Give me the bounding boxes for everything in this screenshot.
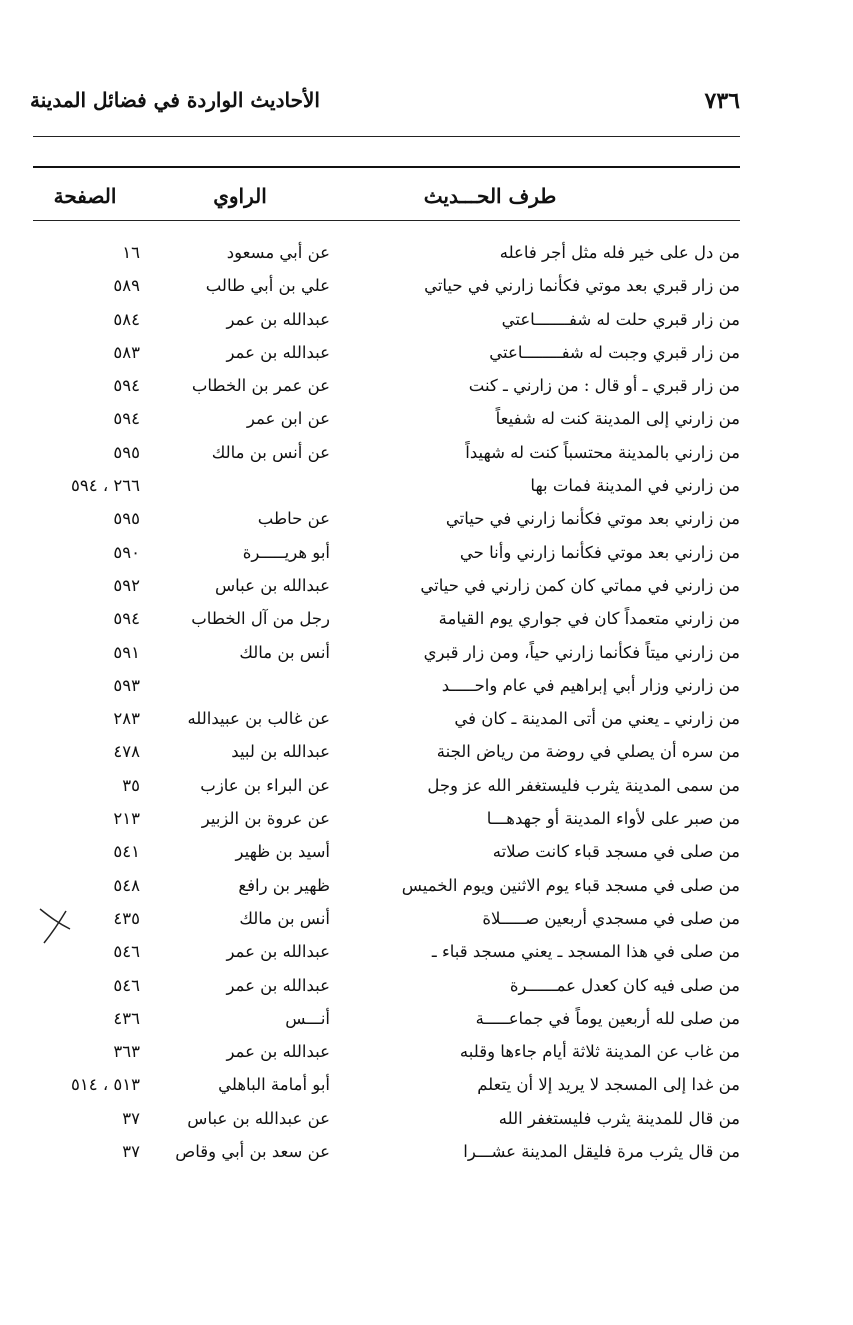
narrator: عن غالب بن عبيدالله (187, 709, 330, 729)
hadith-incipit: من قال يثرب مرة فليقل المدينة عشـــرا (463, 1142, 740, 1162)
hadith-incipit: من صلى في هذا المسجد ـ يعني مسجد قباء ـ (431, 942, 740, 962)
page-reference: ٥٨٣ (113, 342, 140, 362)
page-reference: ٤٣٥ (113, 908, 140, 928)
hadith-incipit: من زارني بالمدينة محتسباً كنت له شهيداً (465, 442, 740, 462)
hadith-incipit: من صلى في مسجدي أربعين صـــــلاة (482, 908, 740, 928)
page-reference: ٥٩١ (113, 642, 140, 662)
hadith-incipit: من دل على خير فله مثل أجر فاعله (499, 243, 740, 262)
page-reference: ٢١٣ (113, 809, 140, 829)
table-row (0, 336, 853, 369)
page-reference: ٥١٣ ، ٥١٤ (70, 1075, 140, 1095)
narrator: عبدالله بن عمر (226, 309, 330, 329)
narrator: ظهير بن رافع (238, 875, 330, 895)
narrator (130, 469, 330, 502)
narrator: أسيد بن ظهير (235, 842, 330, 862)
table-row (0, 602, 853, 635)
hadith-incipit: من زارني إلى المدينة كنت له شفيعاً (495, 409, 740, 429)
column-header-rule (33, 220, 740, 221)
table-row (0, 436, 853, 469)
table-row (0, 569, 853, 602)
hadith-incipit: من زارني متعمداً كان في جواري يوم القيامة (438, 609, 740, 629)
narrator: أبو هريـــــرة (242, 542, 330, 562)
table-row (0, 469, 853, 502)
table-row (0, 536, 853, 569)
table-row (0, 1068, 853, 1101)
page-reference: ٢٨٣ (113, 709, 140, 729)
narrator: عبدالله بن عمر (226, 1042, 330, 1062)
hadith-incipit: من زار قبري بعد موتي فكأنما زارني في حياتي (424, 276, 740, 296)
table-row (0, 935, 853, 968)
header-rule (33, 136, 740, 137)
hadith-incipit: من صلى في مسجد قباء يوم الاثنين ويوم الخميس (401, 875, 740, 895)
narrator: عبدالله بن عباس (214, 575, 330, 595)
table-row (0, 236, 853, 269)
table-row (0, 702, 853, 735)
column-header-rawi: الراوي (213, 184, 267, 208)
narrator: علي بن أبي طالب (205, 276, 330, 296)
hadith-incipit: من صلى فيه كان كعدل عمــــــرة (509, 975, 740, 995)
table-row (0, 802, 853, 835)
table-row (0, 735, 853, 768)
narrator: عبدالله بن لبيد (231, 742, 330, 762)
table-row (0, 902, 853, 935)
narrator: عن حاطب (257, 509, 330, 529)
handwritten-check-mark (36, 905, 76, 945)
page-reference: ٣٧ (122, 1108, 140, 1128)
hadith-incipit: من قال للمدينة يثرب فليستغفر الله (498, 1108, 740, 1128)
table-row (0, 402, 853, 435)
narrator: عبدالله بن عمر (226, 942, 330, 962)
hadith-incipit: من زار قبري وجبت له شفــــــــاعتي (489, 342, 740, 362)
hadith-incipit: من صلى لله أربعين يوماً في جماعـــــة (475, 1008, 740, 1028)
narrator (130, 669, 330, 702)
page-reference: ٥٨٤ (113, 309, 140, 329)
table-row (0, 769, 853, 802)
table-row (0, 1035, 853, 1068)
table-row (0, 669, 853, 702)
hadith-incipit: من زارني بعد موتي فكأنما زارني في حياتي (445, 509, 740, 529)
narrator: عن أنس بن مالك (211, 442, 330, 462)
page-number: ٧٣٦ (704, 88, 740, 114)
page-reference: ٥٨٩ (113, 276, 140, 296)
narrator: عن البراء بن عازب (200, 775, 330, 795)
page-reference: ٤٣٦ (113, 1008, 140, 1028)
hadith-incipit: من زار قبري ـ أو قال : من زارني ـ كنت (468, 376, 740, 396)
hadith-incipit: من زارني في مماتي كان كمن زارني في حياتي (420, 575, 740, 595)
table-row (0, 303, 853, 336)
narrator: عن ابن عمر (246, 409, 330, 429)
hadith-incipit: من زارني بعد موتي فكأنما زارني وأنا حي (459, 542, 740, 562)
page-reference: ٤٧٨ (113, 742, 140, 762)
hadith-incipit: من زارني ميتاً فكأنما زارني حياً، ومن زار قبري (423, 642, 740, 662)
page-reference: ٢٦٦ ، ٥٩٤ (70, 476, 140, 496)
hadith-incipit: من زارني وزار أبي إبراهيم في عام واحـــــد (441, 675, 740, 695)
table-row (0, 1135, 853, 1168)
narrator: عن أبي مسعود (226, 243, 330, 262)
narrator: عبدالله بن عمر (226, 342, 330, 362)
table-row (0, 869, 853, 902)
page-reference: ٥٤١ (113, 842, 140, 862)
page-reference: ٥٩٤ (113, 609, 140, 629)
narrator: عن سعد بن أبي وقاص (175, 1142, 330, 1162)
hadith-incipit: من سمى المدينة يثرب فليستغفر الله عز وجل (427, 775, 740, 795)
table-top-rule (33, 166, 740, 168)
running-title: الأحاديث الواردة في فضائل المدينة (30, 88, 320, 112)
hadith-incipit: من غاب عن المدينة ثلاثة أيام جاءها وقلبه (459, 1042, 740, 1062)
hadith-incipit: من صبر على لأواء المدينة أو جهدهـــا (486, 809, 740, 829)
hadith-incipit: من غدا إلى المسجد لا يريد إلا أن يتعلم (477, 1075, 740, 1095)
column-header-page: الصفحة (53, 184, 117, 208)
narrator: عبدالله بن عمر (226, 975, 330, 995)
narrator: أنس بن مالك (239, 908, 330, 928)
page-reference: ٥٤٦ (113, 942, 140, 962)
narrator: عن عروة بن الزبير (201, 809, 330, 829)
page-reference: ٥٩٤ (113, 376, 140, 396)
page-reference: ٣٧ (122, 1142, 140, 1162)
hadith-incipit: من زارني ـ يعني من أتى المدينة ـ كان في (454, 709, 740, 729)
table-row (0, 369, 853, 402)
table-row (0, 636, 853, 669)
hadith-incipit: من سره أن يصلي في روضة من رياض الجنة (436, 742, 740, 762)
page-reference: ٣٥ (122, 775, 140, 795)
page-reference: ٥٩٣ (113, 675, 140, 695)
page-reference: ٥٤٨ (113, 875, 140, 895)
hadith-incipit: من زار قبري حلت له شفـــــــاعتي (501, 309, 740, 329)
page-reference: ٥٩٥ (113, 442, 140, 462)
table-row (0, 502, 853, 535)
page-reference: ٥٩٥ (113, 509, 140, 529)
table-row (0, 835, 853, 868)
page-reference: ٥٩٠ (113, 542, 140, 562)
narrator: عن عمر بن الخطاب (191, 376, 330, 396)
page-reference: ٥٩٢ (113, 575, 140, 595)
narrator: أنـــس (285, 1008, 330, 1028)
table-row (0, 1002, 853, 1035)
narrator: أبو أمامة الباهلي (218, 1075, 330, 1095)
table-row (0, 1102, 853, 1135)
narrator: رجل من آل الخطاب (191, 609, 330, 629)
hadith-incipit: من زارني في المدينة فمات بها (530, 476, 740, 496)
table-row (0, 969, 853, 1002)
table-row (0, 269, 853, 302)
narrator: عن عبدالله بن عباس (187, 1108, 330, 1128)
page-reference: ٥٩٤ (113, 409, 140, 429)
page-reference: ٣٦٣ (113, 1042, 140, 1062)
page-reference: ١٦ (122, 243, 140, 262)
hadith-index-table (0, 236, 853, 1168)
hadith-incipit: من صلى في مسجد قباء كانت صلاته (492, 842, 740, 862)
page-reference: ٥٤٦ (113, 975, 140, 995)
column-header-hadith: طرف الحـــديث (423, 184, 557, 208)
narrator: أنس بن مالك (239, 642, 330, 662)
